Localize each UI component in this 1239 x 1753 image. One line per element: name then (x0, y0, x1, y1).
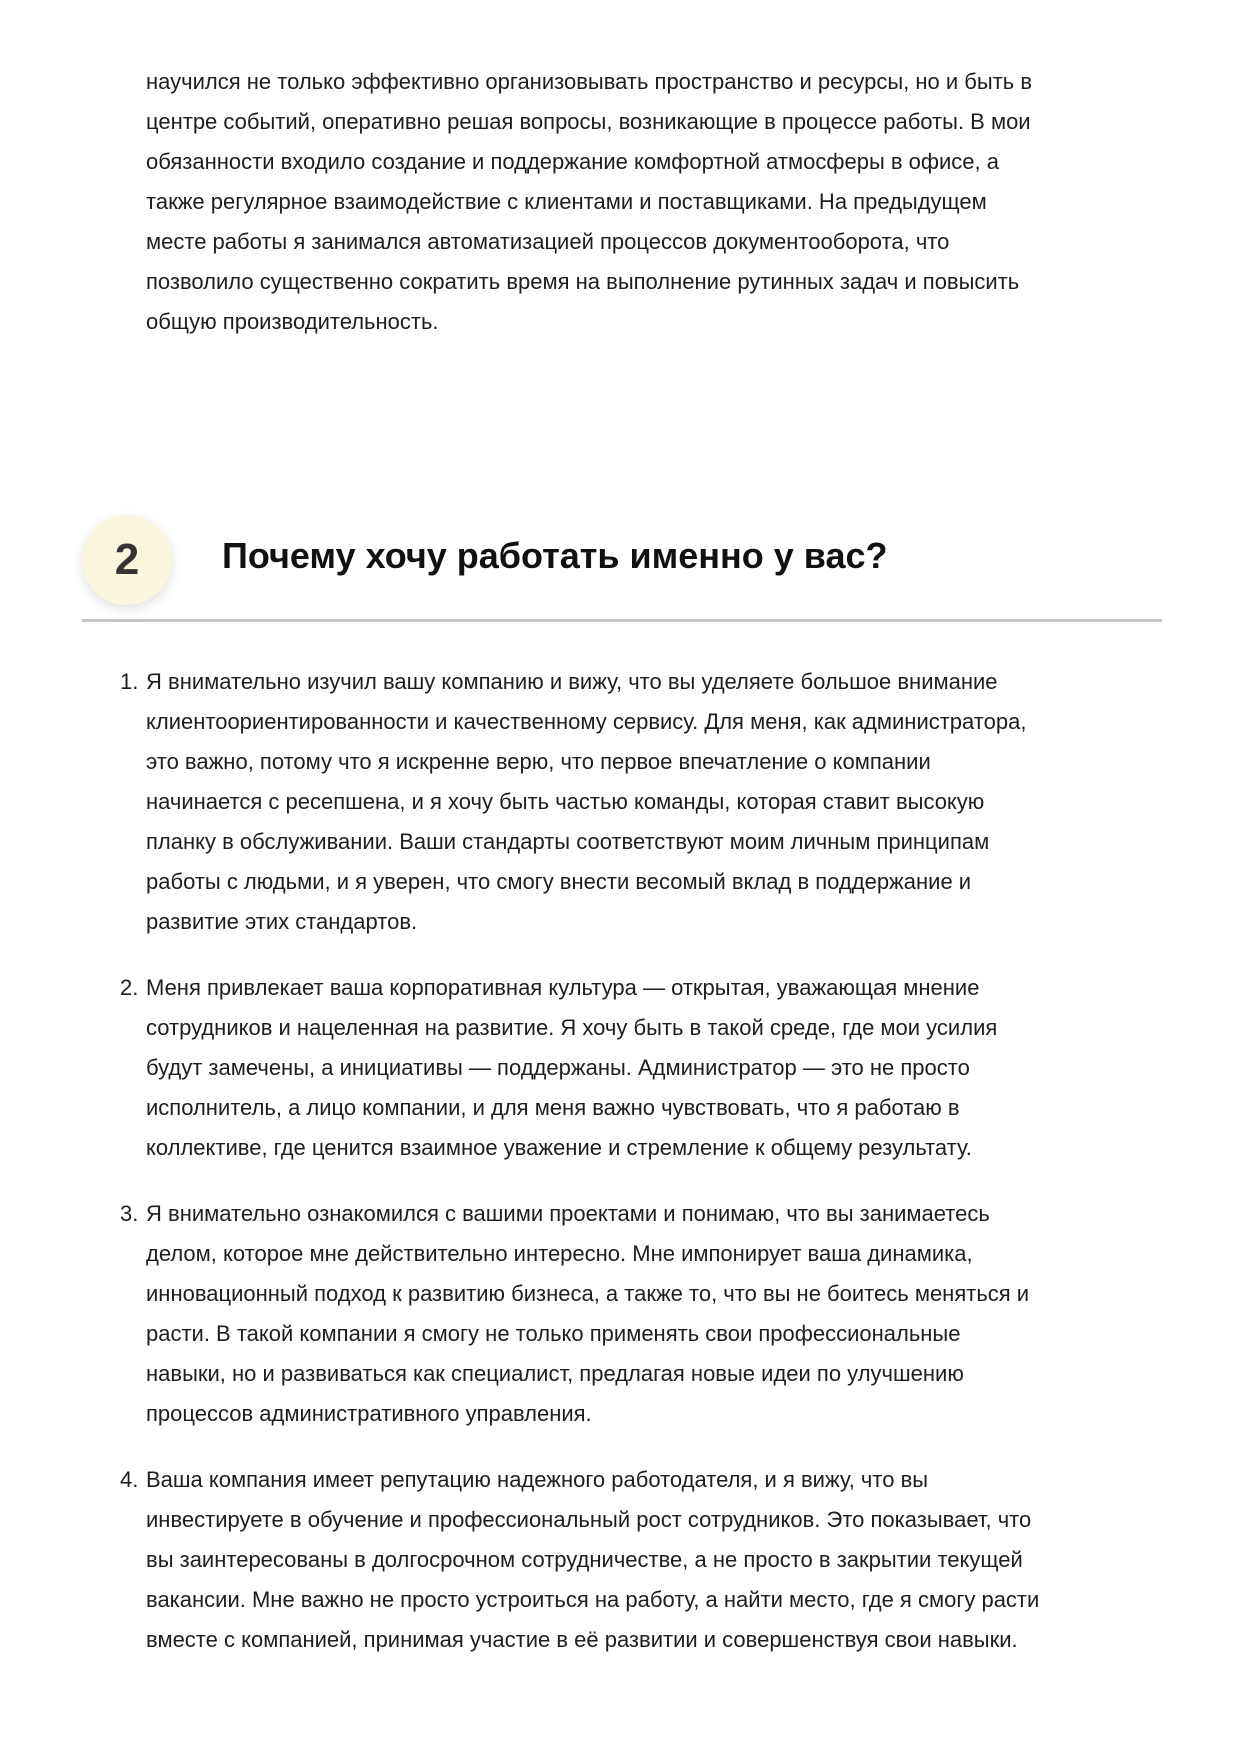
paragraph-line: обязанности входило создание и поддержание комфортной атмосферы в офисе, а (146, 149, 999, 174)
list-item-line: будут замечены, а инициативы — поддержаны. Администратор — это не просто (146, 1055, 970, 1080)
list-marker: 3. (120, 1201, 139, 1226)
list-item-line: расти. В такой компании я смогу не только применять свои профессиональные (146, 1321, 961, 1346)
list-item-line: инновационный подход к развитию бизнеса, а также то, что вы не боитесь меняться и (146, 1281, 1030, 1306)
list-item-line: исполнитель, а лицо компании, и для меня важно чувствовать, что я работаю в (146, 1095, 960, 1120)
list-item-line: это важно, потому что я искренне верю, что первое впечатление о компании (146, 749, 931, 774)
list-marker: 2. (120, 975, 139, 1000)
list-item-line: развитие этих стандартов. (146, 909, 418, 934)
list-item-line: вы заинтересованы в долгосрочном сотрудничестве, а не просто в закрытии текущей (146, 1547, 1023, 1572)
reasons-list (116, 662, 1176, 1686)
section-title: Почему хочу работать именно у вас? (222, 535, 888, 576)
list-item-line: Меня привлекает ваша корпоративная культура — открытая, уважающая мнение (146, 975, 980, 1000)
list-item-line: работы с людьми, и я уверен, что смогу внести весомый вклад в поддержание и (146, 869, 972, 894)
intro-paragraph (146, 62, 1186, 342)
list-item-line: вакансии. Мне важно не просто устроиться на работу, а найти место, где я смогу расти (146, 1587, 1040, 1612)
list-item-line: начинается с ресепшена, и я хочу быть частью команды, которая ставит высокую (146, 789, 985, 814)
list-item (116, 968, 1176, 1168)
paragraph-line: также регулярное взаимодействие с клиентами и поставщиками. На предыдущем (146, 189, 987, 214)
list-item-line: вместе с компанией, принимая участие в её развитии и совершенствуя свои навыки. (146, 1627, 1018, 1652)
list-item-line: делом, которое мне действительно интересно. Мне импонирует ваша динамика, (146, 1241, 973, 1266)
section-number-badge (82, 515, 172, 605)
list-item-line: Я внимательно ознакомился с вашими проектами и понимаю, что вы занимаетесь (146, 1201, 990, 1226)
paragraph-line: позволило существенно сократить время на выполнение рутинных задач и повысить (146, 269, 1020, 294)
section-number: 2 (114, 535, 140, 584)
paragraph-line: месте работы я занимался автоматизацией процессов документооборота, что (146, 229, 950, 254)
list-item (116, 1194, 1176, 1434)
list-marker: 1. (120, 669, 139, 694)
list-item (116, 662, 1176, 942)
list-item-line: навыки, но и развиваться как специалист, предлагая новые идеи по улучшению (146, 1361, 964, 1386)
section-header (82, 515, 1162, 621)
list-item-line: Ваша компания имеет репутацию надежного работодателя, и я вижу, что вы (146, 1467, 929, 1492)
list-item-line: сотрудников и нацеленная на развитие. Я хочу быть в такой среде, где мои усилия (146, 1015, 998, 1040)
list-item-line: клиентоориентированности и качественному сервису. Для меня, как администратора, (146, 709, 1027, 734)
section-divider (82, 619, 1162, 622)
list-item (116, 1460, 1176, 1660)
paragraph-line: общую производительность. (146, 309, 439, 334)
paragraph-line: научился не только эффективно организовывать пространство и ресурсы, но и быть в (146, 69, 1033, 94)
list-item-line: Я внимательно изучил вашу компанию и вижу, что вы уделяете большое внимание (146, 669, 998, 694)
list-item-line: процессов административного управления. (146, 1401, 592, 1426)
paragraph-line: центре событий, оперативно решая вопросы, возникающие в процессе работы. В мои (146, 109, 1031, 134)
list-item-line: коллективе, где ценится взаимное уважение и стремление к общему результату. (146, 1135, 972, 1160)
list-item-line: инвестируете в обучение и профессиональный рост сотрудников. Это показывает, что (146, 1507, 1032, 1532)
list-item-line: планку в обслуживании. Ваши стандарты соответствуют моим личным принципам (146, 829, 990, 854)
list-marker: 4. (120, 1467, 139, 1492)
